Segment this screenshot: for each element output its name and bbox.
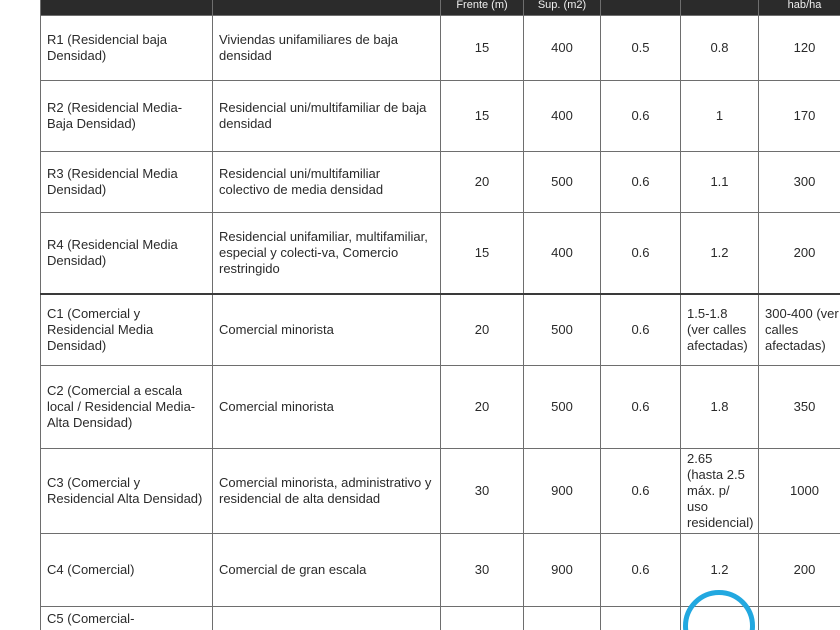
density-cell: 300	[759, 152, 840, 213]
cus-cell: 1	[681, 81, 759, 152]
table-row	[41, 16, 840, 81]
frente-cell: 15	[441, 213, 524, 294]
sup-cell: 400	[524, 81, 601, 152]
frente-cell: 30	[441, 449, 524, 534]
header-frente: Frente (m)	[441, 0, 524, 16]
sup-cell: 400	[524, 213, 601, 294]
frente-cell: 15	[441, 81, 524, 152]
header-cus	[681, 0, 759, 16]
zoning-table	[40, 0, 840, 630]
header-row	[41, 0, 840, 16]
density-cell: 200	[759, 213, 840, 294]
cus-cell: 1.2	[681, 534, 759, 607]
sup-cell: 400	[524, 16, 601, 81]
cos-cell: 0.5	[601, 16, 681, 81]
density-cell: 300-400 (ver calles afectadas)	[759, 294, 840, 366]
table-row	[41, 449, 840, 534]
density-cell: 170	[759, 81, 840, 152]
header-zone	[41, 0, 213, 16]
zone-cell: C4 (Comercial)	[41, 534, 213, 607]
density-cell: 350	[759, 366, 840, 449]
zone-cell: C2 (Comercial a escala local / Residencial Media-Alta Densidad)	[41, 366, 213, 449]
sup-cell: 500	[524, 366, 601, 449]
use-cell: Comercial minorista	[213, 366, 441, 449]
cus-cell: 0.8	[681, 16, 759, 81]
sup-cell: 500	[524, 152, 601, 213]
sup-cell: 900	[524, 534, 601, 607]
header-density: hab/ha	[759, 0, 840, 16]
zone-cell: R3 (Residencial Media Densidad)	[41, 152, 213, 213]
use-cell	[213, 607, 441, 630]
cos-cell: 0.6	[601, 294, 681, 366]
use-cell: Comercial de gran escala	[213, 534, 441, 607]
cus-cell: 1.5-1.8 (ver calles afectadas)	[681, 294, 759, 366]
use-cell: Comercial minorista	[213, 294, 441, 366]
cus-cell: 1.8	[681, 366, 759, 449]
cus-cell: 1.2	[681, 213, 759, 294]
density-cell: 1000	[759, 449, 840, 534]
table-row	[41, 152, 840, 213]
frente-cell: 20	[441, 366, 524, 449]
cos-cell: 0.6	[601, 449, 681, 534]
use-cell: Viviendas unifamiliares de baja densidad	[213, 16, 441, 81]
frente-cell: 30	[441, 534, 524, 607]
sup-cell	[524, 607, 601, 630]
cus-cell: 2.65 (hasta 2.5 máx. p/ uso residencial)	[681, 449, 759, 534]
cos-cell: 0.6	[601, 366, 681, 449]
zone-cell: R1 (Residencial baja Densidad)	[41, 16, 213, 81]
header-sup: Sup. (m2)	[524, 0, 601, 16]
density-cell: 120	[759, 16, 840, 81]
zone-cell: C5 (Comercial-	[41, 607, 213, 630]
header-use	[213, 0, 441, 16]
use-cell: Residencial uni/multifamiliar colectivo de media densidad	[213, 152, 441, 213]
zone-cell: R2 (Residencial Media-Baja Densidad)	[41, 81, 213, 152]
frente-cell: 20	[441, 294, 524, 366]
zone-cell: C1 (Comercial y Residencial Media Densidad)	[41, 294, 213, 366]
table-row	[41, 213, 840, 294]
table-row	[41, 366, 840, 449]
frente-cell	[441, 607, 524, 630]
cos-cell	[601, 607, 681, 630]
use-cell: Residencial uni/multifamiliar de baja densidad	[213, 81, 441, 152]
header-cos	[601, 0, 681, 16]
density-cell	[759, 607, 840, 630]
sup-cell: 900	[524, 449, 601, 534]
frente-cell: 15	[441, 16, 524, 81]
use-cell: Residencial unifamiliar, multifamiliar, especial y colecti-va, Comercio restringido	[213, 213, 441, 294]
zone-cell: C3 (Comercial y Residencial Alta Densidad)	[41, 449, 213, 534]
cus-cell: 1.1	[681, 152, 759, 213]
cos-cell: 0.6	[601, 213, 681, 294]
table-row	[41, 294, 840, 366]
sup-cell: 500	[524, 294, 601, 366]
table-row	[41, 81, 840, 152]
use-cell: Comercial minorista, administrativo y residencial de alta densidad	[213, 449, 441, 534]
cos-cell: 0.6	[601, 81, 681, 152]
frente-cell: 20	[441, 152, 524, 213]
zone-cell: R4 (Residencial Media Densidad)	[41, 213, 213, 294]
cos-cell: 0.6	[601, 534, 681, 607]
cos-cell: 0.6	[601, 152, 681, 213]
density-cell: 200	[759, 534, 840, 607]
